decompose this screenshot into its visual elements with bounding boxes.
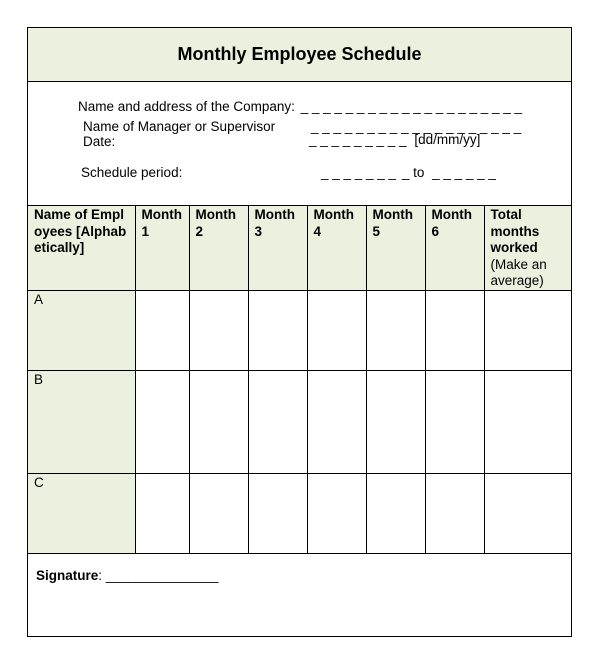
period-to-label: _ to [401, 165, 425, 180]
header-month-2: Month 2 [189, 206, 248, 291]
cell-c-month-2[interactable] [189, 473, 248, 553]
cell-b-total[interactable] [484, 370, 571, 473]
cell-c-month-5[interactable] [366, 473, 425, 553]
table-row [28, 290, 571, 370]
date-field[interactable]: _ _ _ _ _ _ _ _ _ [309, 132, 407, 147]
info-section [28, 82, 571, 205]
period-fields [321, 165, 496, 180]
cell-c-month-6[interactable] [425, 473, 484, 553]
cell-a-month-2[interactable] [189, 290, 248, 370]
date-line [83, 134, 115, 149]
cell-b-month-6[interactable] [425, 370, 484, 473]
header-row [28, 206, 571, 291]
header-employee-names: Name of Employees [Alphabetically] [28, 206, 135, 291]
cell-a-month-1[interactable] [135, 290, 189, 370]
company-line [78, 99, 522, 114]
date-format-hint: [dd/mm/yy] [414, 132, 481, 147]
row-label-b: B [28, 370, 135, 473]
header-month-4: Month 4 [307, 206, 366, 291]
schedule-form [27, 27, 572, 637]
row-label-a: A [28, 290, 135, 370]
cell-a-month-5[interactable] [366, 290, 425, 370]
header-total-note: (Make an average) [490, 256, 547, 288]
cell-a-month-4[interactable] [307, 290, 366, 370]
table-row [28, 473, 571, 553]
cell-c-month-1[interactable] [135, 473, 189, 553]
manager-field[interactable]: _ _ _ _ _ _ _ _ _ _ _ _ _ _ _ _ _ _ _ [311, 119, 522, 134]
form-title-band [28, 28, 571, 82]
cell-c-total[interactable] [484, 473, 571, 553]
cell-c-month-3[interactable] [248, 473, 307, 553]
signature-label: Signature [36, 568, 99, 583]
table-row [28, 370, 571, 473]
header-month-1: Month 1 [135, 206, 189, 291]
manager-line [83, 119, 275, 134]
form-title: Monthly Employee Schedule [177, 44, 422, 64]
cell-c-month-4[interactable] [307, 473, 366, 553]
cell-b-month-4[interactable] [307, 370, 366, 473]
period-from-field[interactable]: _ _ _ _ _ _ _ [321, 165, 397, 180]
schedule-table [28, 205, 571, 554]
header-total-months: Total months worked (Make an average) [484, 206, 571, 291]
period-line [81, 165, 182, 180]
signature-field[interactable]: : _______________ [98, 568, 219, 583]
cell-a-total[interactable] [484, 290, 571, 370]
cell-b-month-2[interactable] [189, 370, 248, 473]
header-month-5: Month 5 [366, 206, 425, 291]
company-field[interactable]: _ _ _ _ _ _ _ _ _ _ _ _ _ _ _ _ _ _ _ _ [300, 99, 523, 114]
cell-b-month-3[interactable] [248, 370, 307, 473]
manager-label: Name of Manager or Supervisor [83, 119, 276, 134]
company-label: Name and address of the Company: [78, 99, 295, 114]
cell-a-month-6[interactable] [425, 290, 484, 370]
period-to-field[interactable]: _ _ _ _ _ _ [432, 165, 496, 180]
period-label: Schedule period: [81, 165, 183, 180]
date-field-wrap [309, 132, 480, 147]
row-label-c: C [28, 473, 135, 553]
header-month-3: Month 3 [248, 206, 307, 291]
header-month-6: Month 6 [425, 206, 484, 291]
cell-b-month-5[interactable] [366, 370, 425, 473]
date-label: Date: [83, 134, 116, 149]
cell-a-month-3[interactable] [248, 290, 307, 370]
signature-line [36, 568, 218, 583]
cell-b-month-1[interactable] [135, 370, 189, 473]
